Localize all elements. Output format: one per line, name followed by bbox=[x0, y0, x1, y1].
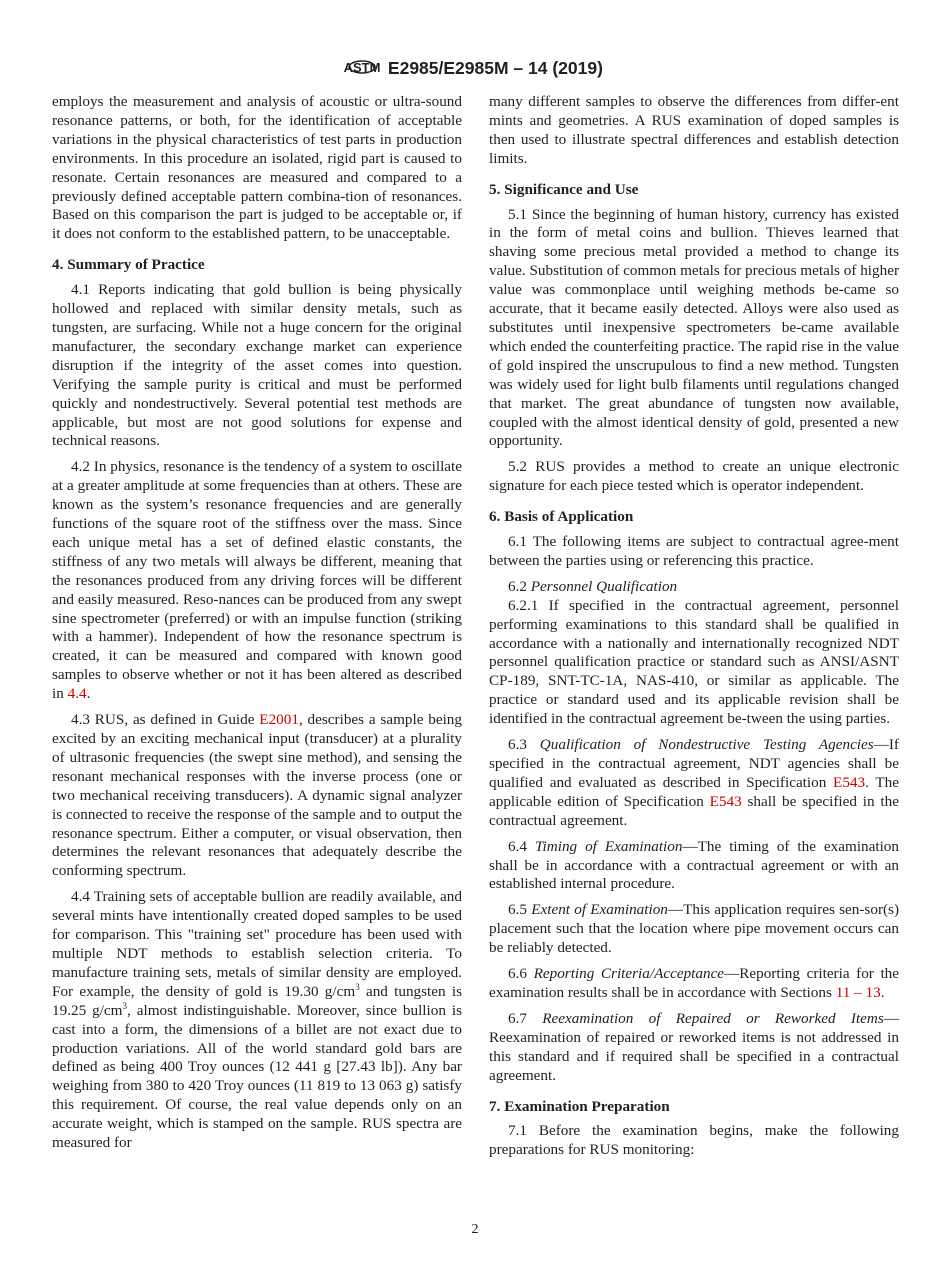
text-run: 4.2 In physics, resonance is the tendency of a system to oscillate at a greater amplitude at some frequencies than at others. These are known as the system’s resonance frequencies and are generally functions of the square root of the stiffness over the mass. Since each unique metal has a set of defined elastic constants, the stiffness of any two metals will always be different, meaning that the resonances produced from any driving forces will be different and easily measured. Reso-nances can be produced from any swept sine spectrometer (preferred) or with an impulse function (striking with a hammer). Independent of how the resonance spectrum is created, it can be measured and compared with known good samples to observe whether or not it has been altered as described in bbox=[52, 458, 462, 703]
text-run: Reexamination of Repaired or Reworked Items bbox=[542, 1009, 884, 1027]
text-run: 4. Summary of Practice bbox=[52, 256, 205, 274]
paragraph bbox=[489, 838, 899, 895]
paragraph bbox=[52, 93, 462, 244]
text-run: . bbox=[880, 983, 885, 1001]
paragraph bbox=[489, 965, 899, 1003]
text-run: 4.1 Reports indicating that gold bullion is being physically hollowed and replaced with similar density metals, such as tungsten, are surfacing. While not a huge concern for the original manufacturer, the secondary exchange market can experience disruption if the integrity of the asset comes into question. Verifying the sample purity is critical and must be performed quickly and nondestructively. Several potential test methods are applicable, but most are not good solutions for expense and technical reasons. bbox=[52, 281, 462, 450]
superscript: 3 bbox=[122, 1000, 127, 1011]
text-run: , describes a sample being excited by an exciting mechanical input (transducer) at a plurality of ultrasonic frequencies (the swept sine method), and sensing the resonant mechanical responses with the inverse process (one or two mechanical receiving transducers). A dynamic signal analyzer is connected to receive the response of the sample and to output the resonance spectrum. Either a computer, or visual observation, then determines the relevant resonances that adequately describe the conforming spectrum. bbox=[52, 711, 462, 880]
text-run: —Reporting criteria for the examination results shall be in accordance with Sections bbox=[489, 965, 900, 1001]
right-column bbox=[489, 93, 899, 1167]
paragraph bbox=[489, 1122, 899, 1160]
text-run: and tungsten is 19.25 g/cm bbox=[52, 982, 462, 1019]
text-run: 7.1 Before the examination begins, make the following preparations for RUS monitoring: bbox=[489, 1122, 899, 1159]
paragraph bbox=[489, 206, 899, 452]
text-run: 5.1 Since the beginning of human history, currency has existed in the form of metal coins and bullion. Thieves learned that shaving some precious metal provided a method to change its value. Substitution of common metals for precious metals of higher value was commonplace until weighing methods be-came so accurate, that it became easily detected. Alloys were also used as substitutes until inexpensive spectrometers be-came available which ended the counterfeiting practice. The rapid rise in the value of gold inspired the unscrupulous to find a new method. Tungsten was widely used for light bulb filaments until regulations changed that market. The great abundance of tungsten now available, coupled with the almost identical density of gold, presented a new opportunity. bbox=[489, 205, 899, 450]
astm-logo-icon bbox=[343, 54, 381, 85]
text-run: 7. Examination Preparation bbox=[489, 1097, 670, 1115]
text-run: —This application requires sen-sor(s) placement such that the location where pipe movement occurs can be reliably detected. bbox=[489, 901, 900, 957]
paragraph bbox=[489, 93, 899, 169]
paragraph bbox=[52, 458, 462, 704]
cross-reference-link[interactable]: E2001 bbox=[259, 711, 299, 729]
text-run: shall be specified in the contractual agreement. bbox=[489, 792, 899, 829]
paragraph bbox=[489, 597, 899, 729]
paragraph bbox=[489, 458, 899, 496]
text-run: Timing of Examination bbox=[534, 837, 683, 855]
page-number: 2 bbox=[471, 1222, 479, 1237]
text-run: 5.2 RUS provides a method to create an unique electronic signature for each piece tested which is operator independent. bbox=[489, 458, 899, 495]
text-run: . The applicable edition of Specification bbox=[489, 773, 899, 810]
cross-reference-link[interactable]: 4.4 bbox=[67, 685, 87, 703]
text-run: , almost indistinguishable. Moreover, since bullion is cast into a form, the dimensions of a billet are not exact due to production variations. All of the world standard gold bars are defined as being 400 Troy ounces (12 441 g [27.43 lb]). Any bar weighing from 380 to 420 Troy ounces (11 819 to 13 063 g) satisfy this requirement. Of course, the real value depends only on an accurate weight, which is stamped on the sample. RUS spectra are measured for bbox=[52, 1001, 462, 1152]
text-run: many different samples to observe the differences from differ-ent mints and geometries. A RUS examination of doped samples is then used to illustrate spectral differences and establish detection limits. bbox=[489, 93, 899, 167]
text-run: 6.1 The following items are subject to contractual agree-ment between the parties using or referencing this practice. bbox=[489, 533, 899, 569]
page-header bbox=[0, 54, 950, 85]
paragraph bbox=[52, 711, 462, 881]
section-heading bbox=[52, 256, 462, 275]
paragraph bbox=[489, 578, 899, 597]
paragraph bbox=[52, 888, 462, 1153]
text-run: Qualification of Nondestructive Testing Agencies bbox=[539, 736, 874, 754]
left-column bbox=[52, 93, 462, 1160]
text-run: 6.6 bbox=[508, 965, 534, 983]
text-run: Extent of Examination bbox=[531, 901, 668, 919]
paragraph bbox=[489, 901, 899, 958]
paragraph bbox=[489, 1010, 899, 1086]
text-run: employs the measurement and analysis of acoustic or ultra-sound resonance patterns, or both, for the identification of acceptable variations in the physical characteristics of test parts in production environments. In this procedure an isolated, rigid part is caused to resonate. Certain resonances are measured and compared to a previously defined acceptable pattern combina-tion of resonances. Based on this comparison the part is judged to be acceptable or, if it does not conform to the established pattern, to be unacceptable. bbox=[52, 93, 462, 243]
text-run: Personnel Qualification bbox=[530, 577, 678, 595]
standard-designation: E2985/E2985M – 14 (2019) bbox=[387, 58, 603, 79]
text-run: 6.3 bbox=[508, 736, 540, 754]
text-run: 6.2.1 If specified in the contractual agreement, personnel performing examinations to this standard shall be qualified in accordance with a nationally and internationally recognized NDT personnel qualification practice or standard such as ANSI/ASNT CP-189, SNT-TC-1A, NAS-410, or similar as applicable. The practice or standard used and its applicable revision shall be identified in the contractual agreement be-tween the using parties. bbox=[489, 596, 899, 728]
text-run: 6.4 bbox=[508, 837, 535, 855]
paragraph bbox=[52, 281, 462, 451]
paragraph bbox=[489, 533, 899, 571]
svg-text:ASTM: ASTM bbox=[343, 60, 381, 75]
text-run: —The timing of the examination shall be in accordance with a contractual agreement or with an established internal procedure. bbox=[489, 837, 899, 893]
text-run: —Reexamination of repaired or reworked items is not addressed in this standard and if required shall be specified in a contractual agreement. bbox=[489, 1009, 899, 1084]
text-run: 6. Basis of Application bbox=[489, 508, 634, 526]
paragraph bbox=[489, 736, 899, 831]
text-run: 5. Significance and Use bbox=[489, 180, 639, 198]
section-heading bbox=[489, 508, 899, 527]
cross-reference-link[interactable]: E543 bbox=[833, 773, 866, 791]
text-run: 4.3 RUS, as defined in Guide bbox=[71, 711, 260, 729]
superscript: 3 bbox=[355, 981, 360, 992]
text-run: 4.4 Training sets of acceptable bullion are readily available, and several mints have intentionally created doped samples to be used for comparison. This "training set" procedure has been used with multiple NDT methods to establish selection criteria. To manufacture training sets, metals of similar density are employed. For example, the density of gold is 19.30 g/cm bbox=[52, 888, 462, 1000]
text-run: 6.5 bbox=[508, 901, 532, 919]
section-heading bbox=[489, 181, 899, 200]
text-run: 6.7 bbox=[508, 1009, 543, 1027]
cross-reference-link[interactable]: 11 – 13 bbox=[835, 983, 881, 1001]
section-heading bbox=[489, 1098, 899, 1117]
text-run: . bbox=[86, 685, 91, 703]
cross-reference-link[interactable]: E543 bbox=[709, 792, 742, 810]
text-run: —If specified in the contractual agreement, NDT agencies shall be qualified and evaluated as described in Specification bbox=[489, 736, 899, 791]
text-run: Reporting Criteria/Acceptance bbox=[533, 965, 725, 983]
text-run: 6.2 bbox=[508, 577, 531, 595]
